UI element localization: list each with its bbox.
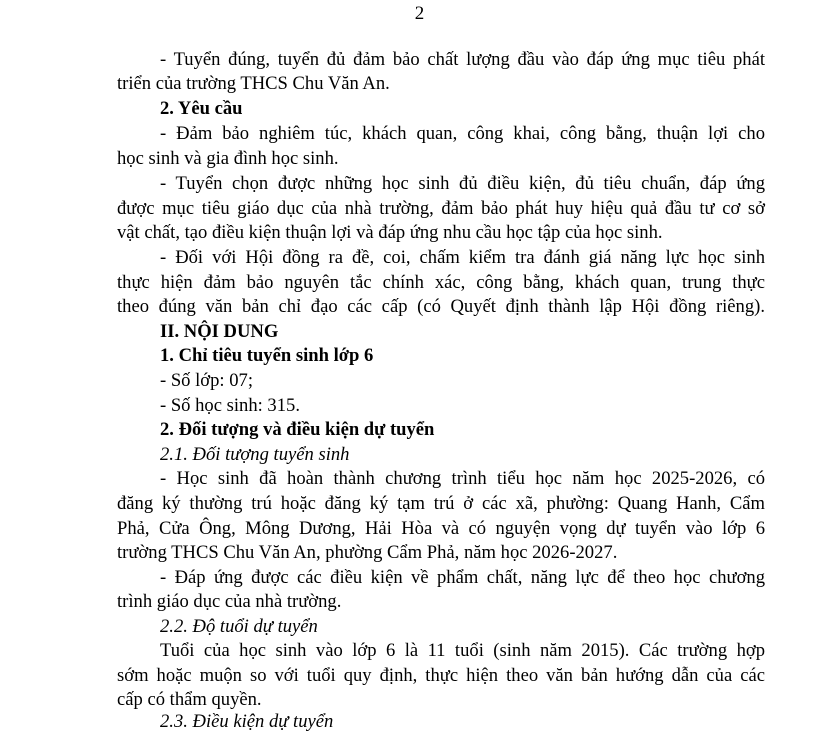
paragraph-line: - Đối với Hội đồng ra đề, coi, chấm kiểm tra đánh giá năng lực học sinh [160,247,765,268]
subsection-heading: 2.1. Đối tượng tuyển sinh [160,444,350,465]
paragraph-line: vật chất, tạo điều kiện thuận lợi và đáp ứng nhu cầu học tập của học sinh. [117,222,663,243]
paragraph-line: triển của trường THCS Chu Văn An. [117,73,390,94]
page-number: 2 [414,3,425,24]
paragraph-line: trường THCS Chu Văn An, phường Cẩm Phả, năm học 2026-2027. [117,542,618,563]
list-item: - Số lớp: 07; [160,370,253,391]
section-heading: 1. Chỉ tiêu tuyển sinh lớp 6 [160,345,374,366]
paragraph-line: đăng ký thường trú hoặc đăng ký tạm trú ở các xã, phường: Quang Hanh, Cẩm [117,493,765,514]
paragraph-line: Phả, Cửa Ông, Mông Dương, Hải Hòa và có nguyện vọng dự tuyển vào lớp 6 [117,518,765,539]
section-heading: II. NỘI DUNG [160,321,279,342]
paragraph-line: cấp có thẩm quyền. [117,689,262,710]
paragraph-line: - Học sinh đã hoàn thành chương trình tiểu học năm học 2025-2026, có [160,468,765,489]
paragraph-line: trình giáo dục của nhà trường. [117,591,342,612]
subsection-heading: 2.3. Điều kiện dự tuyển [160,711,334,732]
paragraph-line: sớm hoặc muộn so với tuổi quy định, thực hiện theo văn bản hướng dẫn của các [117,665,765,686]
paragraph-line: - Đảm bảo nghiêm túc, khách quan, công khai, công bằng, thuận lợi cho [160,123,765,144]
paragraph-line: - Tuyển chọn được những học sinh đủ điều kiện, đủ tiêu chuẩn, đáp ứng [160,173,765,194]
section-heading: 2. Đối tượng và điều kiện dự tuyển [160,419,435,440]
paragraph-line: - Đáp ứng được các điều kiện về phẩm chất, năng lực để theo học chương [160,567,765,588]
paragraph-line: Tuổi của học sinh vào lớp 6 là 11 tuổi (sinh năm 2015). Các trường hợp [160,640,765,661]
section-heading: 2. Yêu cầu [160,98,243,119]
list-item: - Số học sinh: 315. [160,395,300,416]
subsection-heading: 2.2. Độ tuổi dự tuyển [160,616,318,637]
paragraph-line: - Tuyển đúng, tuyển đủ đảm bảo chất lượng đầu vào đáp ứng mục tiêu phát [160,49,765,70]
paragraph-line: học sinh và gia đình học sinh. [117,148,339,169]
paragraph-line: được mục tiêu giáo dục của nhà trường, đảm bảo phát huy hiệu quả đầu tư cơ sở [117,198,765,219]
paragraph-line: theo đúng văn bản chỉ đạo các cấp (có Quyết định thành lập Hội đồng riêng). [117,296,765,317]
paragraph-line: thực hiện đảm bảo nguyên tắc chính xác, công bằng, khách quan, trung thực [117,272,765,293]
